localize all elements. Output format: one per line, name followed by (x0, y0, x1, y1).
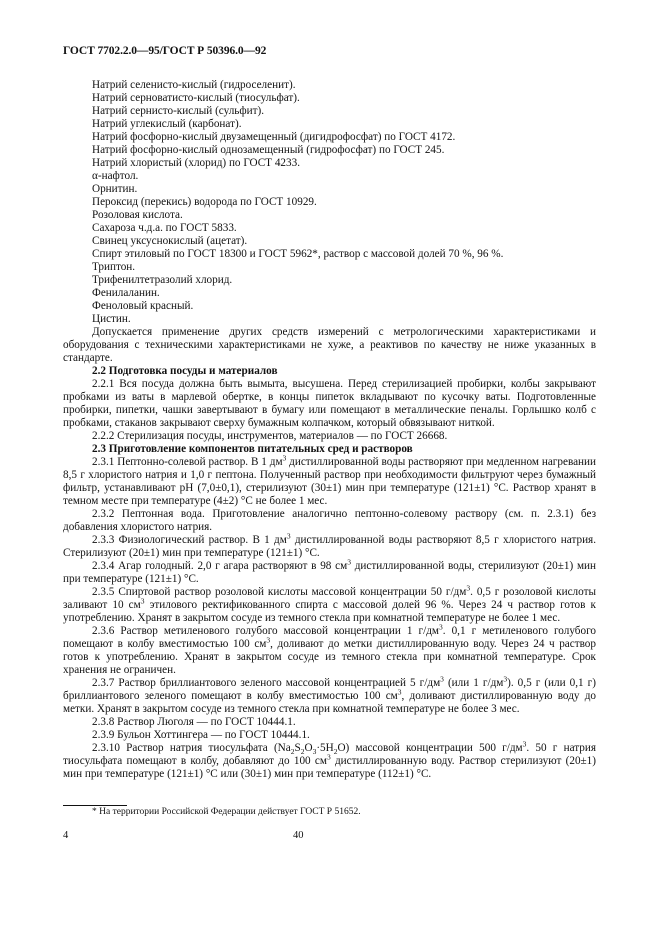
paragraph-2-3-1: 2.3.1 Пептонно-солевой раствор. В 1 $дм^3$ дистиллированной воды растворяют при медленном нагревании 8,5 г хлористого натрия и 1,0 г пептона. Полученный раствор при необходимости фильтруют через бумажный фильтр, устанавливают pH (7,0±0,1), стерилизуют (30±1) мин при температуре (121±1) °С. Раствор хранят в темном месте при температуре (4±2) °С не более 1 мес. (63, 453, 597, 507)
reagent-item: α-нафтол. (92, 170, 139, 182)
reagent-item: Цистин. (92, 313, 131, 325)
paragraph-2-2-1: 2.2.1 Вся посуда должна быть вымыта, высушена. Перед стерилизацией пробирки, колбы закрывают пробками из ваты в марлевой обертке, в концы пипеток вкладывают по кусочку ваты. Подготовленные пробирки, пипетки, чашки завертывают в бумагу или помещают в металлические пеналы. Горлышко колб с пробками, стаканов закрывают сверху бумажным колпачком, который обвязывают ниткой. (63, 378, 596, 429)
document-body (63, 79, 596, 781)
paragraph-2-3-9: 2.3.9 Бульон Хоттингера — по ГОСТ 10444.1. (92, 729, 310, 741)
reagent-item: Розоловая кислота. (92, 209, 183, 221)
reagent-item: Натрий сернисто-кислый (сульфит). (92, 105, 265, 117)
reagent-item: Натрий хлористый (хлорид) по ГОСТ 4233. (92, 157, 300, 169)
paragraph-2-3-8: 2.3.8 Раствор Люголя — по ГОСТ 10444.1. (92, 716, 296, 728)
section-heading-2-2: 2.2 Подготовка посуды и материалов (92, 365, 278, 377)
footnote: * На территории Российской Федерации действует ГОСТ Р 51652. (92, 807, 361, 817)
footnote-divider (63, 805, 127, 806)
section-heading-2-3: 2.3 Приготовление компонентов питательных сред и растворов (92, 443, 413, 455)
reagent-item: Сахароза ч.д.а. по ГОСТ 5833. (92, 222, 237, 234)
paragraph-2-3-4: 2.3.4 Агар голодный. 2,0 г агара растворяют в 98 $см^3$ дистиллированной воды, стерилизуют (20±1) мин при температуре (121±1) °С. (63, 557, 596, 585)
document-header: ГОСТ 7702.2.0—95/ГОСТ Р 50396.0—92 (63, 45, 267, 57)
reagent-item: Трифенилтетразолий хлорид. (92, 274, 233, 286)
paragraph-2-3-2: 2.3.2 Пептонная вода. Приготовление аналогично пептонно-солевому раствору (см. п. 2.3.1) без добавления хлористого натрия. (63, 508, 596, 533)
reagent-item: Спирт этиловый по ГОСТ 18300 и ГОСТ 5962*, раствор с массовой долей 70 %, 96 %. (92, 248, 504, 260)
reagent-item: Триптон. (92, 261, 136, 273)
reagent-item: Пероксид (перекись) водорода по ГОСТ 10929. (92, 196, 317, 208)
reagent-item: Фенилаланин. (92, 287, 160, 299)
reagent-item: Натрий фосфорно-кислый двузамещенный (дигидрофосфат) по ГОСТ 4172. (92, 131, 456, 143)
paragraph-2-3-3: 2.3.3 Физиологический раствор. В 1 $дм^3$ дистиллированной воды растворяют 8,5 г хлористого натрия. Стерилизуют (20±1) мин при температуре (121±1) °С. (63, 531, 596, 559)
page-number-center: 40 (293, 830, 304, 841)
reagent-item: Свинец уксуснокислый (ацетат). (92, 235, 248, 247)
allowance-paragraph: Допускается применение других средств измерений с метрологическими характеристиками и оборудования с техническими характеристиками не хуже, а реактивов по качеству не ниже указанных в стандарте. (63, 326, 596, 364)
paragraph-2-3-6: 2.3.6 Раствор метиленового голубого массовой концентрации 1 $г/дм^3$. 0,1 г метиленового голубого помещают в колбу вместимостью 100 $см^3$, доливают до метки дистиллированную воду. Через 24 ч раствор готов к употреблению. Хранят в закрытом сосуде из темного стекла при комнатной температуре. Срок хранения не ограничен. (63, 622, 596, 676)
reagent-item: Натрий селенисто-кислый (гидроселенит). (92, 79, 296, 91)
reagent-item: Феноловый красный. (92, 300, 194, 312)
paragraph-2-3-5: 2.3.5 Спиртовой раствор розоловой кислоты массовой концентрации 50 $г/дм^3$. 0,5 г розоловой кислоты заливают 10 $см^3$ этилового ректификованного спирта с массовой долей 96 %. Через 24 ч раствор готов к употреблению. Хранят в закрытом сосуде из темного стекла при комнатной температуре не более 1 мес. (63, 583, 596, 624)
reagent-item: Натрий серноватисто-кислый (тиосульфат). (92, 92, 300, 104)
reagent-item: Натрий углекислый (карбонат). (92, 118, 242, 130)
paragraph-2-3-10: 2.3.10 Раствор натрия тиосульфата $(Na_2S_2O_3\cdot 5H_2O)$ массовой концентрации 500 $г/дм^3$. 50 г натрия тиосульфата помещают в колбу, добавляют до 100 $см^3$ дистиллированную воду. Раствор стерилизуют (20±1) мин при температуре (121±1) °С или (30±1) мин при температуре (112±1) °С. (63, 739, 597, 780)
paragraph-2-2-2: 2.2.2 Стерилизация посуды, инструментов, материалов — по ГОСТ 26668. (92, 430, 448, 442)
reagent-item: Натрий фосфорно-кислый однозамещенный (гидрофосфат) по ГОСТ 245. (92, 144, 445, 156)
page-number-left: 4 (63, 830, 69, 841)
paragraph-2-3-7: 2.3.7 Раствор бриллиантового зеленого массовой концентрацией 5 $г/дм^3$ (или 1 $г/дм^3$). 0,5 г (или 0,1 г) бриллиантового зеленого помещают в колбу вместимостью 100 $см^3$, доливают дистиллированную воду до метки. Хранят в закрытом сосуде из темного стекла при комнатной температуре не более 3 мес. (63, 674, 596, 715)
reagent-item: Орнитин. (92, 183, 138, 195)
